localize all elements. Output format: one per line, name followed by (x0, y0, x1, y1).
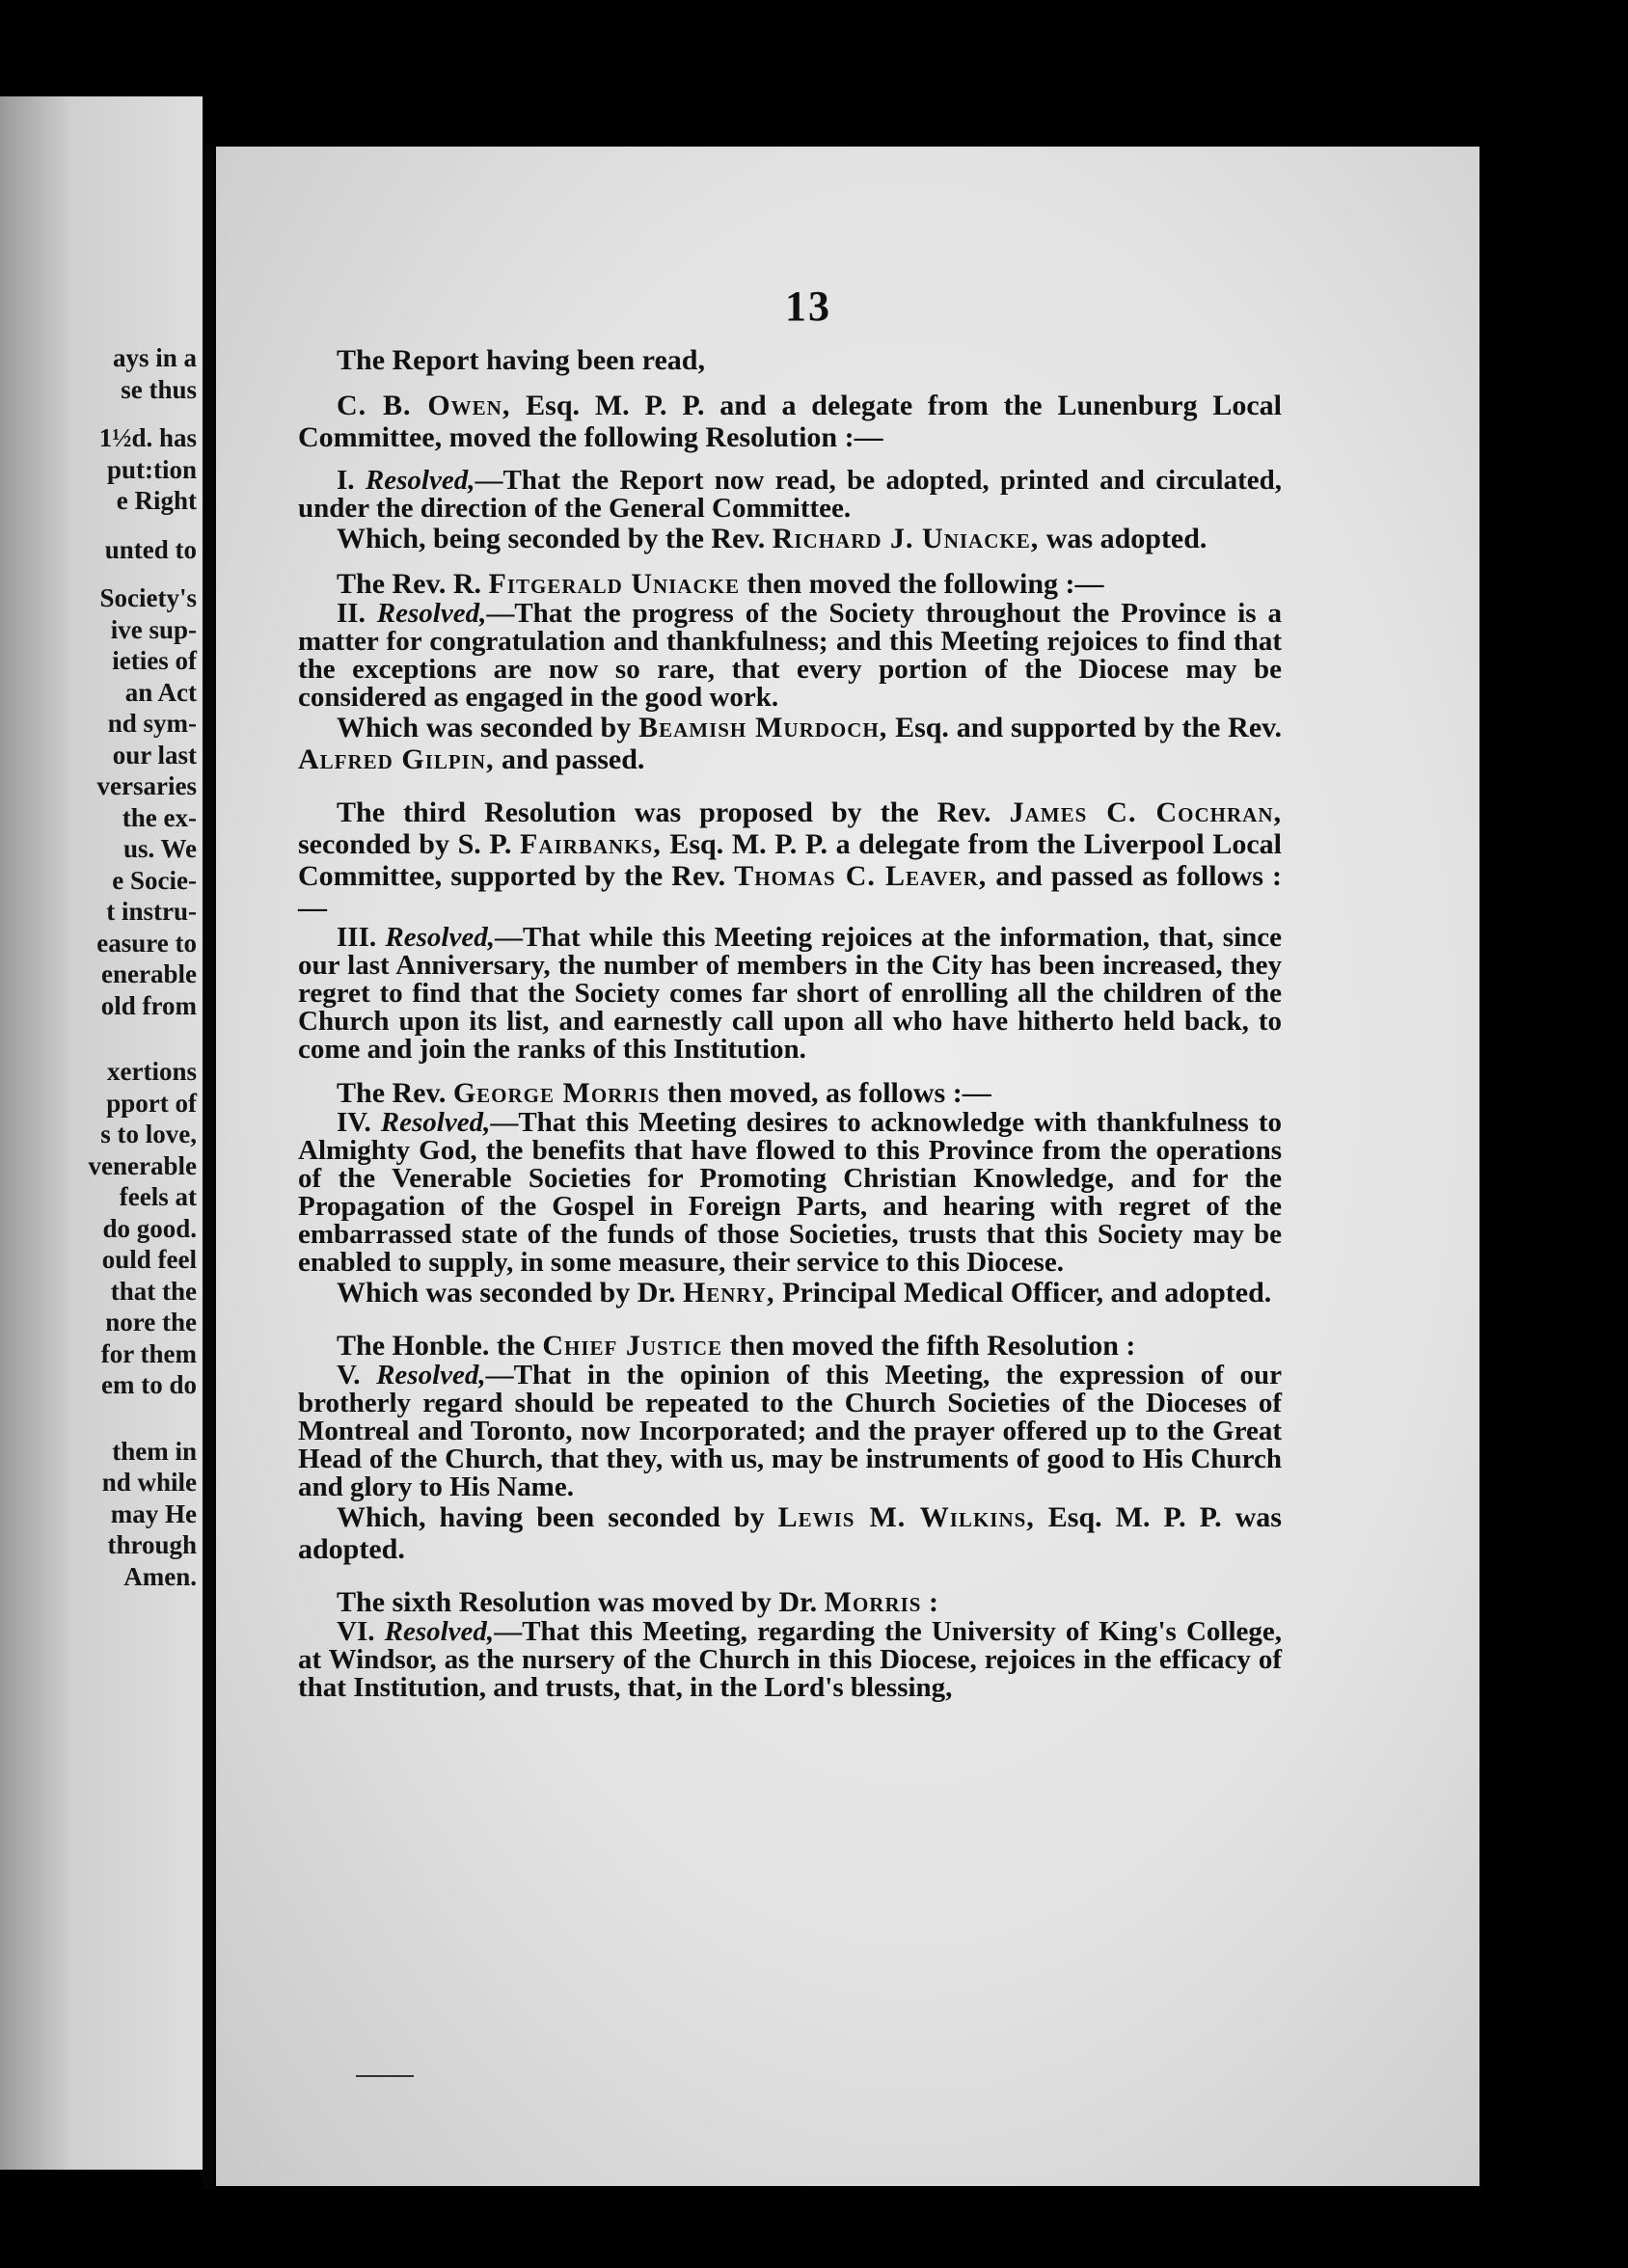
left-line: pport of (106, 1088, 197, 1118)
footer-rule (356, 2075, 414, 2077)
paragraph: Which, being seconded by the Rev. Richard J. Uniacke, was adopted. (337, 523, 1207, 554)
paragraph: The Rev. R. Fitgerald Uniacke then moved the following :— (337, 568, 1104, 600)
person-name: Alfred Gilpin, (298, 743, 495, 775)
resolution: IV. Resolved,—That this Meeting desires to acknowledge with thankfulness to Almighty God, the benefits that have flowed to this Province from the operations of the Venerable Societies for Promoting Christian Knowledge, and for the Propagation of the Gospel in Foreign Parts, and hearing with regret of the embarrassed state of the funds of those Societies, trusts that this Society may be enabled to supply, in some measure, their service to this Diocese. (298, 1107, 1283, 1278)
left-line: ive sup- (110, 614, 197, 644)
resolution: VI. Resolved,—That this Meeting, regarding the University of King's College, at Windsor, as the nursery of the Church in this Diocese, rejoices in the efficacy of that Institution, and trusts, that, in the Lord's blessing, (298, 1616, 1282, 1703)
resolution: V. Resolved,—That in the opinion of this Meeting, the expression of our brotherly regard should be repeated to the Church Societies of the Dioceses of Montreal and Toronto, now Incorporated; and the prayer offered up to the Great Head of the Church, that they, with us, may be instruments of good to His Church and glory to His Name. (298, 1360, 1282, 1502)
person-name: Lewis M. Wilkins, (777, 1501, 1035, 1533)
resolution: III. Resolved,—That while this Meeting rejoices at the information, that, since our last Anniversary, the number of members in the City has been increased, they regret to find that the Society comes far short of enrolling all the children of the Church upon its list, and earnestly call upon all who have hitherto held back, to come and join the ranks of this Institution. (298, 922, 1283, 1065)
left-line: ays in a (112, 343, 197, 372)
left-line: us. We (122, 834, 197, 863)
left-line: enerable (101, 959, 197, 988)
left-line: Society's (99, 583, 197, 612)
left-line: do good. (102, 1213, 197, 1243)
left-line: nd sym- (107, 709, 197, 738)
left-line: t instru- (106, 897, 197, 926)
page-gutter (203, 145, 216, 2189)
left-line: versaries (96, 771, 197, 800)
left-page-fragment (0, 96, 203, 2170)
left-line: e Socie- (112, 865, 197, 895)
left-line: em to do (101, 1370, 197, 1399)
left-line: nore the (105, 1308, 197, 1336)
person-name: Henry, (682, 1277, 775, 1309)
person-name: Thomas C. Leaver, (734, 860, 988, 892)
left-line: for them (100, 1338, 197, 1368)
document-page (216, 147, 1479, 2186)
left-line: that the (110, 1276, 197, 1306)
left-line: feels at (119, 1182, 197, 1211)
person-name: Fitgerald Uniacke (488, 568, 741, 600)
left-line: ould feel (101, 1245, 197, 1274)
left-line: may He (110, 1498, 197, 1528)
left-line: 1½d. has (98, 423, 197, 452)
left-line: put:tion (106, 454, 197, 484)
left-line: Amen. (123, 1561, 197, 1591)
left-line: them in (112, 1436, 197, 1466)
person-name: Chief Justice (542, 1330, 723, 1362)
paragraph: The sixth Resolution was moved by Dr. Morris : (337, 1586, 938, 1618)
person-name: Richard J. Uniacke, (772, 523, 1040, 554)
paragraph: The Honble. the Chief Justice then moved the fifth Resolution : (337, 1330, 1136, 1362)
paragraph: C. B. Owen, Esq. M. P. P. and a delegate from the Lunenburg Local Committee, moved the following Resolution :— (298, 390, 1282, 453)
person-name: C. B. Owen, (337, 390, 511, 421)
left-line: xertions (107, 1057, 197, 1086)
page-number: 13 (785, 283, 831, 330)
paragraph: The third Resolution was proposed by the Rev. James C. Cochran, seconded by S. P. Fairbanks, Esq. M. P. P. a delegate from the Liverpool Local Committee, supported by the Rev. Thomas C. Leaver, and passed as follows :— (298, 796, 1282, 924)
left-line: s to love, (100, 1120, 197, 1148)
paragraph: The Rev. George Morris then moved, as follows :— (337, 1077, 991, 1109)
left-line: e Right (116, 486, 197, 515)
person-name: James C. Cochran, (1009, 796, 1282, 828)
person-name: Fairbanks, (520, 828, 662, 860)
left-line: through (107, 1530, 197, 1559)
left-line: se thus (121, 374, 197, 404)
left-line: our last (112, 740, 197, 770)
person-name: Morris (824, 1586, 922, 1618)
left-line: nd while (101, 1468, 197, 1497)
resolution: II. Resolved,—That the progress of the Society throughout the Province is a matter for congratulation and thankfulness; and this Meeting rejoices to find that the exceptions are now so rare, that every portion of the Diocese may be considered as engaged in the good work. (298, 598, 1282, 713)
left-page-text (0, 342, 197, 1592)
person-name: George Morris (452, 1077, 661, 1109)
paragraph: Which was seconded by Dr. Henry, Principal Medical Officer, and adopted. (337, 1277, 1272, 1309)
left-line: the ex- (122, 802, 197, 832)
resolution: I. Resolved,—That the Report now read, be adopted, printed and circulated, under the direction of the General Committee. (298, 465, 1283, 524)
left-line: old from (100, 990, 197, 1020)
left-line: unted to (104, 534, 197, 564)
paragraph: The Report having been read, (337, 344, 705, 376)
paragraph: Which, having been seconded by Lewis M. Wilkins, Esq. M. P. P. was adopted. (298, 1501, 1282, 1565)
left-line: an Act (124, 677, 197, 707)
left-line: ieties of (112, 646, 197, 675)
left-line: venerable (88, 1150, 197, 1180)
page-body (298, 344, 1282, 1702)
person-name: Beamish Murdoch, (638, 712, 888, 743)
left-line: easure to (96, 928, 197, 958)
paragraph: Which was seconded by Beamish Murdoch, Esq. and supported by the Rev. Alfred Gilpin, and passed. (298, 712, 1283, 775)
